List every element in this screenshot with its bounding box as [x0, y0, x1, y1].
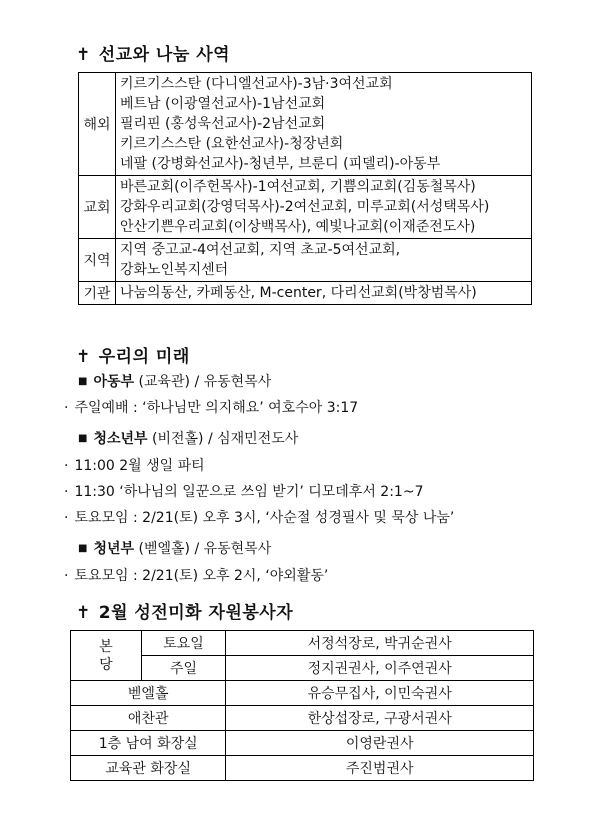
future-title-text: 우리의 미래: [98, 347, 190, 367]
volunteer-place: 주일: [141, 656, 226, 681]
mission-line: 네팔 (강병화선교사)-청년부, 브룬디 (피델리)-아동부: [120, 156, 441, 172]
mission-line: 바른교회(이주헌목사)-1여선교회, 기쁨의교회(김동철목사): [120, 179, 476, 195]
schedule-item-text: 토요모임 : 2/21(토) 오후 2시, ‘야외활동’: [74, 568, 329, 584]
bondang-cell: [71, 631, 142, 681]
mission-content: [116, 176, 532, 239]
mission-row-church: [79, 176, 532, 239]
cross-icon: ✝: [76, 347, 91, 367]
volunteer-place: 토요일: [141, 631, 226, 656]
mission-row-overseas: [79, 73, 532, 176]
mission-line: 안산기쁜우리교회(이상백목사), 예빛나교회(이재준전도사): [120, 219, 476, 235]
mission-table: [78, 72, 532, 305]
mission-content: [116, 73, 532, 176]
volunteer-row: [71, 631, 534, 656]
dept-place: (벧엘홀): [138, 541, 190, 557]
volunteer-names: 이영란권사: [226, 731, 534, 756]
dept-name: 청소년부: [93, 431, 148, 447]
mission-row-institution: [79, 282, 532, 305]
mission-title-text: 선교와 나눔 사역: [98, 45, 231, 65]
mission-line: 강화우리교회(강영덕목사)-2여선교회, 미루교회(서성택목사): [120, 199, 490, 215]
schedule-item: [64, 481, 423, 501]
mission-category: 기관: [79, 282, 116, 305]
cross-icon: ✝: [76, 45, 91, 65]
volunteer-names: 유승무집사, 이민숙권사: [226, 681, 534, 706]
schedule-item-text: 주일예배 : ‘하나님만 의지해요’ 여호수아 3:17: [74, 400, 359, 416]
volunteer-place: 애찬관: [71, 706, 226, 731]
bondang-label-bottom: 당: [99, 656, 113, 673]
mission-line: 키르기스스탄 (요한선교사)-청장년회: [120, 136, 344, 152]
mission-line: 나눔의동산, 카페동산, M-center, 다리선교회(박창범목사): [120, 285, 477, 301]
schedule-item: [64, 507, 454, 527]
volunteers-section-title: [76, 598, 293, 623]
dot-bullet-icon: ·: [64, 568, 69, 584]
dept-leader: / 심재민전도사: [207, 431, 299, 447]
volunteer-table: [70, 630, 534, 781]
schedule-item: [64, 565, 328, 585]
dept-leader: / 유동현목사: [194, 541, 272, 557]
volunteer-row: [71, 681, 534, 706]
schedule-item-text: 토요모임 : 2/21(토) 오후 3시, ‘사순절 성경필사 및 묵상 나눔’: [74, 510, 455, 526]
dept-name: 아동부: [93, 374, 135, 390]
dot-bullet-icon: ·: [64, 484, 69, 500]
square-bullet-icon: ■: [78, 376, 88, 387]
mission-category: 지역: [79, 239, 116, 282]
mission-section-title: [76, 40, 230, 65]
children-dept-heading: [78, 371, 271, 391]
cross-icon: ✝: [76, 603, 91, 623]
mission-content: [116, 282, 532, 305]
dept-name: 청년부: [93, 541, 135, 557]
dot-bullet-icon: ·: [64, 510, 69, 526]
volunteers-title-text: 2월 성전미화 자원봉사자: [98, 603, 294, 623]
dot-bullet-icon: ·: [64, 458, 69, 474]
mission-line: 지역 중고교-4여선교회, 지역 초교-5여선교회,: [120, 242, 401, 258]
mission-category: 교회: [79, 176, 116, 239]
mission-row-local: [79, 239, 532, 282]
dept-place: (교육관): [138, 374, 190, 390]
volunteer-row: [71, 731, 534, 756]
volunteer-names: 정지권권사, 이주연권사: [226, 656, 534, 681]
dept-place: (비전홀): [152, 431, 204, 447]
mission-line: 베트남 (이광열선교사)-1남선교회: [120, 96, 326, 112]
schedule-item: [64, 455, 205, 475]
volunteer-row: [71, 706, 534, 731]
mission-category: 해외: [79, 73, 116, 176]
schedule-item-text: 11:00 2월 생일 파티: [74, 458, 205, 474]
future-section-title: [76, 342, 190, 367]
square-bullet-icon: ■: [78, 433, 88, 444]
square-bullet-icon: ■: [78, 543, 88, 554]
youth-dept-heading: [78, 428, 298, 448]
volunteer-place: 교육관 화장실: [71, 756, 226, 781]
schedule-item: [64, 397, 358, 417]
volunteer-names: 한상섭장로, 구광서권사: [226, 706, 534, 731]
mission-line: 강화노인복지센터: [120, 262, 229, 278]
volunteer-place: 벧엘홀: [71, 681, 226, 706]
volunteer-row: [71, 756, 534, 781]
mission-line: 키르기스스탄 (다니엘선교사)-3남·3여선교회: [120, 76, 393, 92]
mission-line: 필리핀 (홍성욱선교사)-2남선교회: [120, 116, 326, 132]
volunteer-names: 주진범권사: [226, 756, 534, 781]
schedule-item-text: 11:30 ‘하나님의 일꾼으로 쓰임 받기’ 디모데후서 2:1~7: [74, 484, 424, 500]
bondang-label-top: 본: [99, 638, 113, 655]
dot-bullet-icon: ·: [64, 400, 69, 416]
mission-content: [116, 239, 532, 282]
dept-leader: / 유동현목사: [194, 374, 272, 390]
young-adults-dept-heading: [78, 538, 271, 558]
volunteer-place: 1층 남여 화장실: [71, 731, 226, 756]
volunteer-names: 서정석장로, 박귀순권사: [226, 631, 534, 656]
